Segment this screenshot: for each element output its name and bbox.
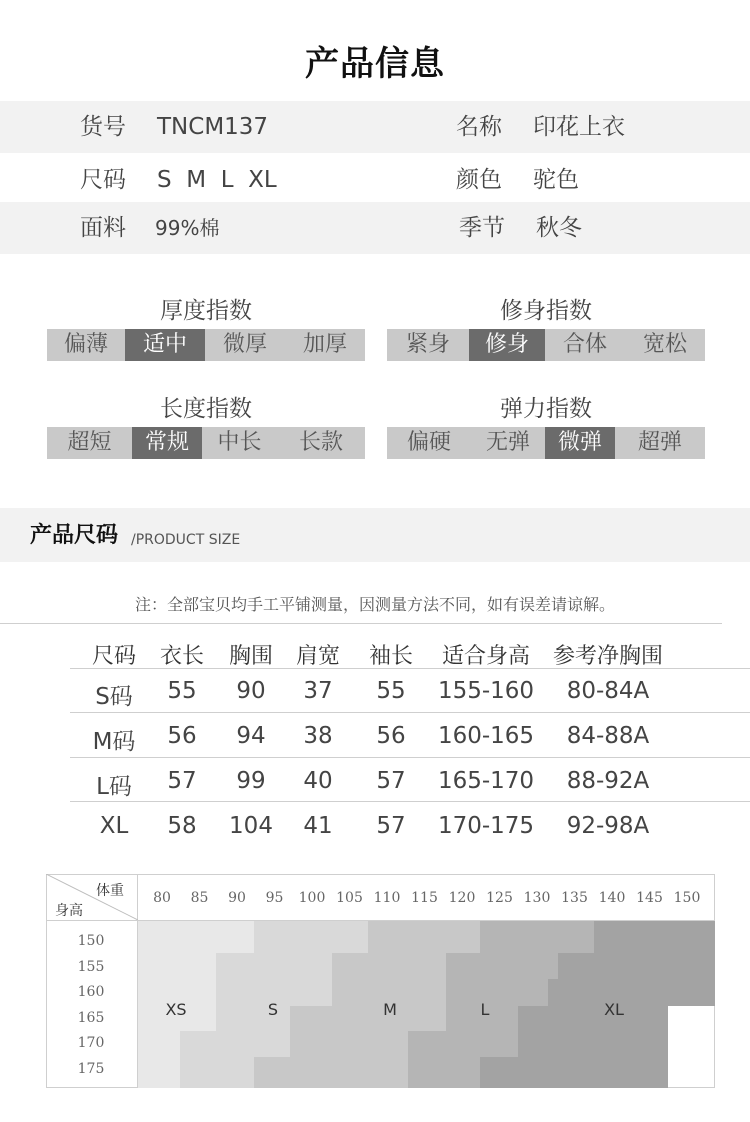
size-section-title: 产品尺码: [30, 523, 119, 548]
table-header: 胸围: [228, 644, 273, 669]
table-header: 适合身高: [441, 644, 530, 669]
fit-option: 宽松: [642, 332, 687, 357]
thickness-index-title: 厚度指数: [160, 298, 252, 324]
thickness-option: 微厚: [222, 332, 267, 357]
size-label: 尺码: [80, 167, 126, 193]
weight-tick: 120: [448, 890, 476, 906]
table-cell: XL: [99, 813, 129, 839]
thickness-option: 适中: [125, 329, 205, 361]
weight-tick: 150: [673, 890, 701, 906]
info-row-1: [0, 101, 750, 153]
table-cell: 38: [303, 723, 333, 749]
name-label: 名称: [456, 114, 502, 140]
table-cell: 99: [236, 768, 266, 794]
height-tick: 155: [77, 959, 105, 975]
fit-zone-block: [138, 1057, 180, 1088]
fit-zone-block: [180, 1031, 290, 1057]
fit-index-bar: [387, 329, 705, 361]
table-cell: 155-160: [437, 678, 535, 704]
fit-zone-block: [594, 921, 715, 953]
size-value: S M L XL: [157, 167, 277, 193]
fit-option: 紧身: [405, 332, 450, 357]
length-option: 常规: [132, 427, 202, 459]
elasticity-option: 微弹: [545, 427, 615, 459]
table-cell: 170-175: [437, 813, 535, 839]
weight-tick: 125: [486, 890, 513, 906]
table-cell: 80-84A: [566, 678, 650, 704]
fit-zone-block: [518, 1031, 668, 1057]
table-cell: 41: [303, 813, 333, 839]
table-cell: 56: [167, 723, 197, 749]
weight-tick: 115: [411, 890, 438, 906]
weight-tick: 140: [598, 890, 626, 906]
fit-option: 修身: [469, 329, 545, 361]
fit-zone-block: [290, 1031, 408, 1057]
table-cell: 57: [167, 768, 197, 794]
fit-zone-block: [138, 921, 254, 953]
elasticity-option: 偏硬: [406, 430, 451, 455]
length-option: 超短: [67, 430, 112, 455]
fit-zone-block: [408, 1031, 518, 1057]
table-header: 参考净胸围: [552, 644, 663, 669]
length-index-bar: [47, 427, 365, 459]
info-row-2: [0, 154, 750, 206]
height-tick: 150: [77, 933, 105, 949]
weight-tick: 105: [336, 890, 363, 906]
height-tick: 160: [77, 984, 105, 1000]
fit-zone-label: XL: [604, 1000, 624, 1019]
thickness-index-bar: [47, 329, 365, 361]
weight-tick: 90: [228, 890, 246, 906]
table-cell: 58: [167, 813, 197, 839]
size-section-subtitle: /PRODUCT SIZE: [131, 532, 241, 548]
table-cell: 57: [376, 768, 406, 794]
thickness-option: 加厚: [302, 332, 347, 357]
table-cell: 94: [236, 723, 266, 749]
weight-tick: 135: [561, 890, 588, 906]
weight-tick: 85: [190, 890, 209, 906]
table-cell: 57: [376, 813, 406, 839]
table-cell: 160-165: [437, 723, 535, 749]
fit-zone-block: [180, 1057, 254, 1088]
length-index-title: 长度指数: [160, 396, 252, 422]
height-tick: 175: [77, 1061, 105, 1077]
fit-zone-block: [254, 921, 368, 953]
measurement-note: 注：全部宝贝均手工平铺测量，因测量方法不同，如有误差请谅解。: [134, 595, 615, 614]
table-cell: M码: [92, 729, 136, 755]
divider: [46, 920, 715, 921]
fit-zone-label: XS: [165, 1000, 187, 1019]
table-cell: 104: [229, 813, 273, 839]
table-cell: 40: [303, 768, 333, 794]
item-number-value: TNCM137: [157, 114, 269, 140]
page-title: 产品信息: [305, 44, 445, 84]
fit-zone-block: [216, 953, 332, 979]
season-value: 秋冬: [536, 215, 582, 241]
fit-zone-label: S: [267, 1000, 279, 1019]
weight-tick: 80: [153, 890, 171, 906]
elasticity-option: 超弹: [637, 430, 682, 455]
length-option: 长款: [298, 430, 343, 455]
info-row-3: [0, 202, 750, 254]
fit-option: 合体: [562, 332, 607, 357]
table-header: 袖长: [368, 644, 413, 669]
fit-zone-block: [368, 921, 480, 953]
table-header: 衣长: [159, 644, 204, 669]
weight-tick: 110: [373, 890, 401, 906]
divider: [70, 712, 750, 713]
table-cell: 165-170: [437, 768, 535, 794]
fit-index-title: 修身指数: [500, 298, 592, 324]
fit-zone-block: [446, 953, 558, 979]
table-cell: 55: [376, 678, 406, 704]
color-value: 驼色: [533, 167, 579, 193]
color-label: 颜色: [456, 167, 502, 193]
fit-zone-block: [518, 1006, 668, 1031]
table-cell: S码: [95, 684, 133, 710]
table-cell: 92-98A: [566, 813, 650, 839]
divider: [70, 801, 750, 802]
weight-tick: 130: [523, 890, 551, 906]
height-tick: 170: [77, 1035, 105, 1051]
fit-zone-block: [558, 953, 715, 979]
fit-zone-block: [480, 1057, 668, 1088]
fit-zone-block: [332, 953, 446, 979]
weight-tick: 95: [265, 890, 284, 906]
fit-zone-block: [290, 1006, 446, 1031]
height-tick: 165: [77, 1010, 105, 1026]
name-value: 印花上衣: [533, 114, 625, 140]
table-cell: 55: [167, 678, 197, 704]
elasticity-option: 无弹: [485, 430, 530, 455]
table-header: 肩宽: [295, 644, 340, 669]
weight-axis-label: 体重: [96, 883, 124, 899]
height-axis-label: 身高: [55, 903, 83, 919]
table-cell: 37: [303, 678, 333, 704]
fit-zone-label: M: [383, 1000, 397, 1019]
season-label: 季节: [459, 215, 505, 241]
divider: [70, 757, 750, 758]
table-cell: L码: [96, 774, 132, 800]
fit-zone-block: [480, 921, 594, 953]
table-cell: 90: [236, 678, 266, 704]
fabric-value: 99%棉: [155, 216, 220, 240]
table-header: 尺码: [91, 644, 136, 669]
size-section-header: [0, 508, 750, 562]
length-option: 中长: [217, 430, 262, 455]
table-cell: 56: [376, 723, 406, 749]
fit-zone-block: [408, 1057, 480, 1088]
table-cell: 84-88A: [566, 723, 650, 749]
thickness-option: 偏薄: [63, 332, 108, 357]
fit-zone-label: L: [480, 1000, 490, 1019]
elasticity-index-bar: [387, 427, 705, 459]
elasticity-index-title: 弹力指数: [500, 396, 592, 422]
divider: [0, 623, 722, 624]
weight-tick: 145: [636, 890, 663, 906]
fabric-label: 面料: [80, 215, 126, 241]
item-number-label: 货号: [80, 114, 126, 140]
table-cell: 88-92A: [566, 768, 650, 794]
fit-zone-block: [254, 1057, 408, 1088]
weight-tick: 100: [298, 890, 326, 906]
